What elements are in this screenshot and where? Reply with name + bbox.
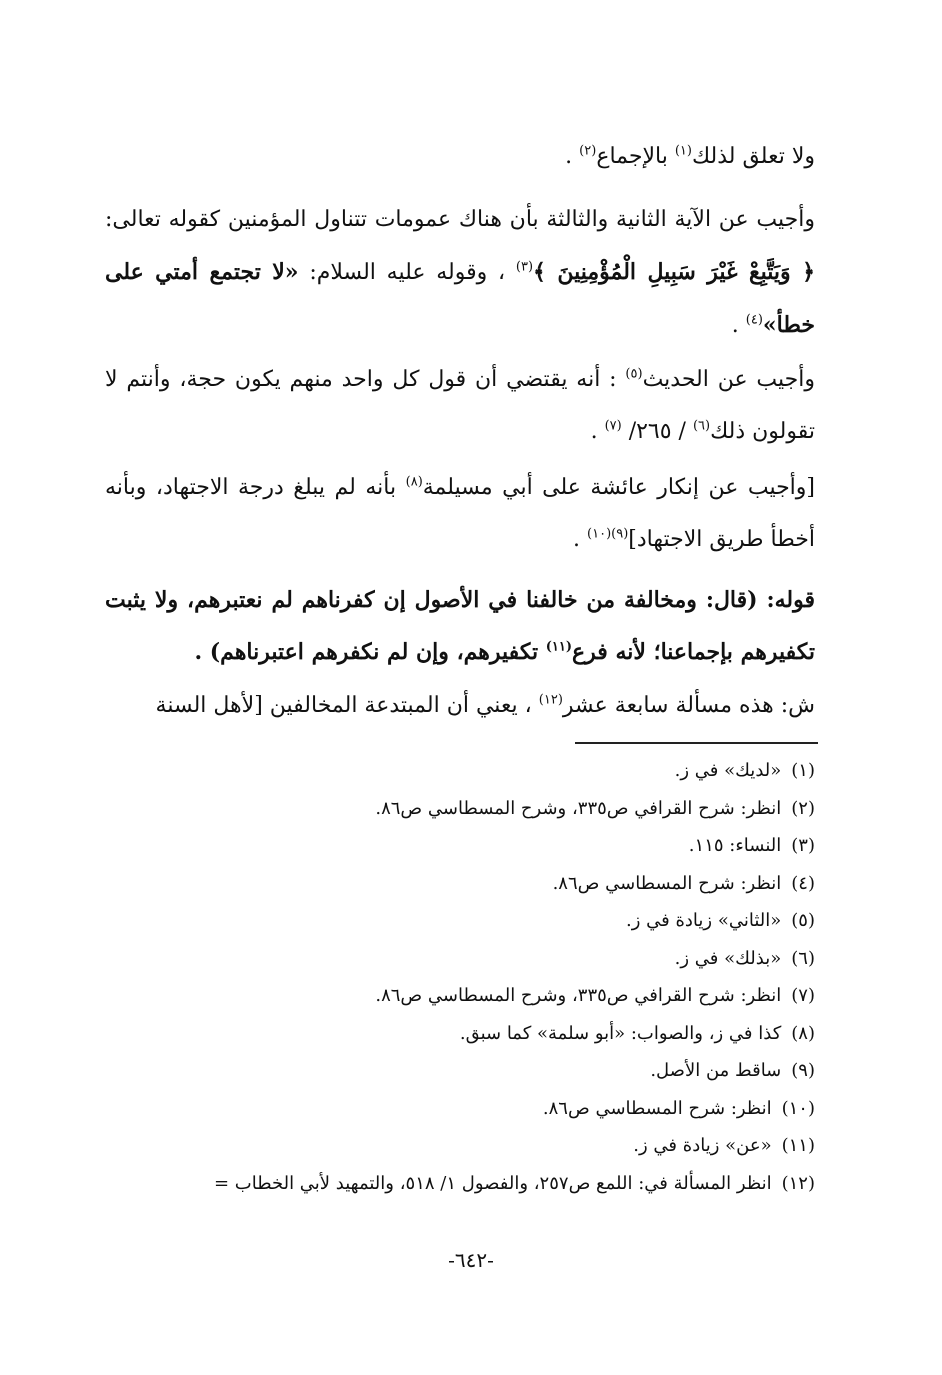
footnote-text: «لديك» في ز. bbox=[674, 760, 782, 781]
footnote-text: «الثاني» زيادة في ز. bbox=[626, 910, 782, 931]
p4-text-a: [وأجيب عن إنكار عائشة على أبي مسيلمة bbox=[422, 475, 816, 500]
footnote-text: انظر: شرح القرافي ص٣٣٥، وشرح المسطاسي ص٨٦. bbox=[375, 797, 782, 819]
paragraph-5 bbox=[105, 574, 815, 678]
footnote-10 bbox=[103, 1090, 815, 1128]
paragraph-3 bbox=[105, 354, 815, 458]
footnote-text: انظر: شرح المسطاسي ص٨٦. bbox=[552, 872, 782, 894]
p3-text-b: : أنه يقتضي أن قول كل واحد منهم يكون حجة، وأنتم لا تقولون ذلك bbox=[105, 367, 815, 444]
footnote-4 bbox=[103, 865, 815, 903]
footnote-number: (١٢) bbox=[781, 1172, 815, 1194]
footnote-11 bbox=[103, 1127, 815, 1165]
paragraph-6 bbox=[105, 680, 815, 732]
footnote-ref-11[interactable]: (١١) bbox=[545, 639, 573, 655]
p1-text-a: ولا تعلق لذلك bbox=[691, 144, 815, 169]
footnote-ref-1[interactable]: (١) bbox=[674, 143, 692, 159]
footnote-text: انظر المسألة في: اللمع ص٢٥٧، والفصول ١/ ٥١٨، والتمهيد لأبي الخطاب = bbox=[213, 1172, 772, 1194]
footnote-text: «عن» زيادة في ز. bbox=[633, 1135, 772, 1156]
p2-text-c: . bbox=[731, 313, 746, 338]
footnote-number: (٩) bbox=[791, 1060, 815, 1081]
footnote-number: (٥) bbox=[791, 910, 815, 931]
footnote-ref-8[interactable]: (٨) bbox=[405, 474, 423, 490]
paragraph-2 bbox=[105, 194, 815, 352]
footnote-ref-9[interactable]: (٩) bbox=[611, 526, 629, 542]
footnote-separator bbox=[575, 742, 818, 744]
paragraph-4 bbox=[105, 462, 815, 566]
hadith-quote: «لا تجتمع أمتي على خطأ» bbox=[105, 259, 815, 338]
footnote-text: ساقط من الأصل. bbox=[650, 1060, 782, 1081]
p2-text-b: ، وقوله عليه السلام: bbox=[298, 260, 516, 285]
footnote-ref-7[interactable]: (٧) bbox=[604, 418, 622, 434]
p3-text-d: . bbox=[590, 419, 605, 444]
footnote-number: (٧) bbox=[791, 985, 815, 1006]
page-number: -٦٤٢- bbox=[448, 1248, 494, 1272]
footnote-ref-10[interactable]: (١٠) bbox=[587, 526, 612, 542]
footnote-8 bbox=[103, 1015, 815, 1053]
footnote-number: (٤) bbox=[791, 872, 815, 894]
p2-text-a: وأجيب عن الآية الثانية والثالثة بأن هناك عمومات تتناول المؤمنين كقوله تعالى: bbox=[105, 207, 815, 232]
footnote-number: (٨) bbox=[791, 1022, 815, 1044]
footnote-ref-12[interactable]: (١٢) bbox=[538, 692, 563, 708]
footnote-text: كذا في ز، والصواب: «أبو سلمة» كما سبق. bbox=[459, 1022, 782, 1044]
footnote-text: «بذلك» في ز. bbox=[674, 947, 782, 969]
footnote-text: انظر: شرح المسطاسي ص٨٦. bbox=[542, 1097, 772, 1119]
p5-text-a: قوله: (قال: ومخالفة من خالفنا في الأصول إن كفرناهم لم نعتبرهم، ولا يثبت تكفيرهم بإجماعنا؛ لأنه فرع bbox=[105, 587, 815, 665]
footnote-5 bbox=[103, 902, 815, 940]
footnote-ref-3[interactable]: (٣) bbox=[515, 259, 534, 275]
p4-text-b: بأنه لم يبلغ درجة الاجتهاد، وبأنه أخطأ طريق الاجتهاد] bbox=[105, 475, 815, 552]
footnote-number: (٦) bbox=[791, 947, 815, 969]
footnote-ref-4[interactable]: (٤) bbox=[745, 312, 763, 328]
footnote-ref-2[interactable]: (٢) bbox=[579, 143, 597, 159]
p6-text-a: ش: هذه مسألة سابعة عشر bbox=[562, 693, 815, 718]
footnote-ref-5[interactable]: (٥) bbox=[625, 366, 643, 382]
footnote-6 bbox=[103, 940, 815, 978]
footnote-number: (١) bbox=[791, 760, 815, 781]
p5-text-b: تكفيرهم، وإن لم نكفرهم اعتبرناهم) . bbox=[194, 639, 546, 665]
paragraph-1 bbox=[105, 131, 815, 183]
footnote-7 bbox=[103, 977, 815, 1015]
footnote-text: انظر: شرح القرافي ص٣٣٥، وشرح المسطاسي ص٨٦. bbox=[375, 985, 782, 1006]
p4-text-c: . bbox=[573, 527, 588, 552]
p3-text-a: وأجيب عن الحديث bbox=[642, 367, 815, 392]
footnote-2 bbox=[103, 790, 815, 828]
quran-verse: ﴿ وَيَتَّبِعْ غَيْرَ سَبِيلِ الْمُؤْمِنِينَ ﴾ bbox=[533, 259, 815, 285]
footnote-12 bbox=[103, 1165, 815, 1203]
footnote-number: (١٠) bbox=[781, 1097, 815, 1119]
p3-manuscript-folio: / ٢٦٥/ bbox=[621, 419, 693, 444]
footnote-number: (٢) bbox=[791, 797, 815, 819]
footnote-ref-6[interactable]: (٦) bbox=[692, 418, 711, 434]
footnotes-list bbox=[103, 752, 815, 1202]
footnote-3 bbox=[103, 827, 815, 865]
p6-text-b: ، يعني أن المبتدعة المخالفين [لأهل السنة bbox=[155, 693, 539, 718]
footnote-text: النساء: ١١٥. bbox=[688, 835, 782, 856]
footnote-number: (١١) bbox=[781, 1135, 815, 1156]
p1-text-c: . bbox=[565, 144, 580, 169]
p1-text-b: بالإجماع bbox=[596, 144, 675, 169]
footnote-1 bbox=[103, 752, 815, 790]
footnote-number: (٣) bbox=[791, 835, 815, 856]
footnote-9 bbox=[103, 1052, 815, 1090]
